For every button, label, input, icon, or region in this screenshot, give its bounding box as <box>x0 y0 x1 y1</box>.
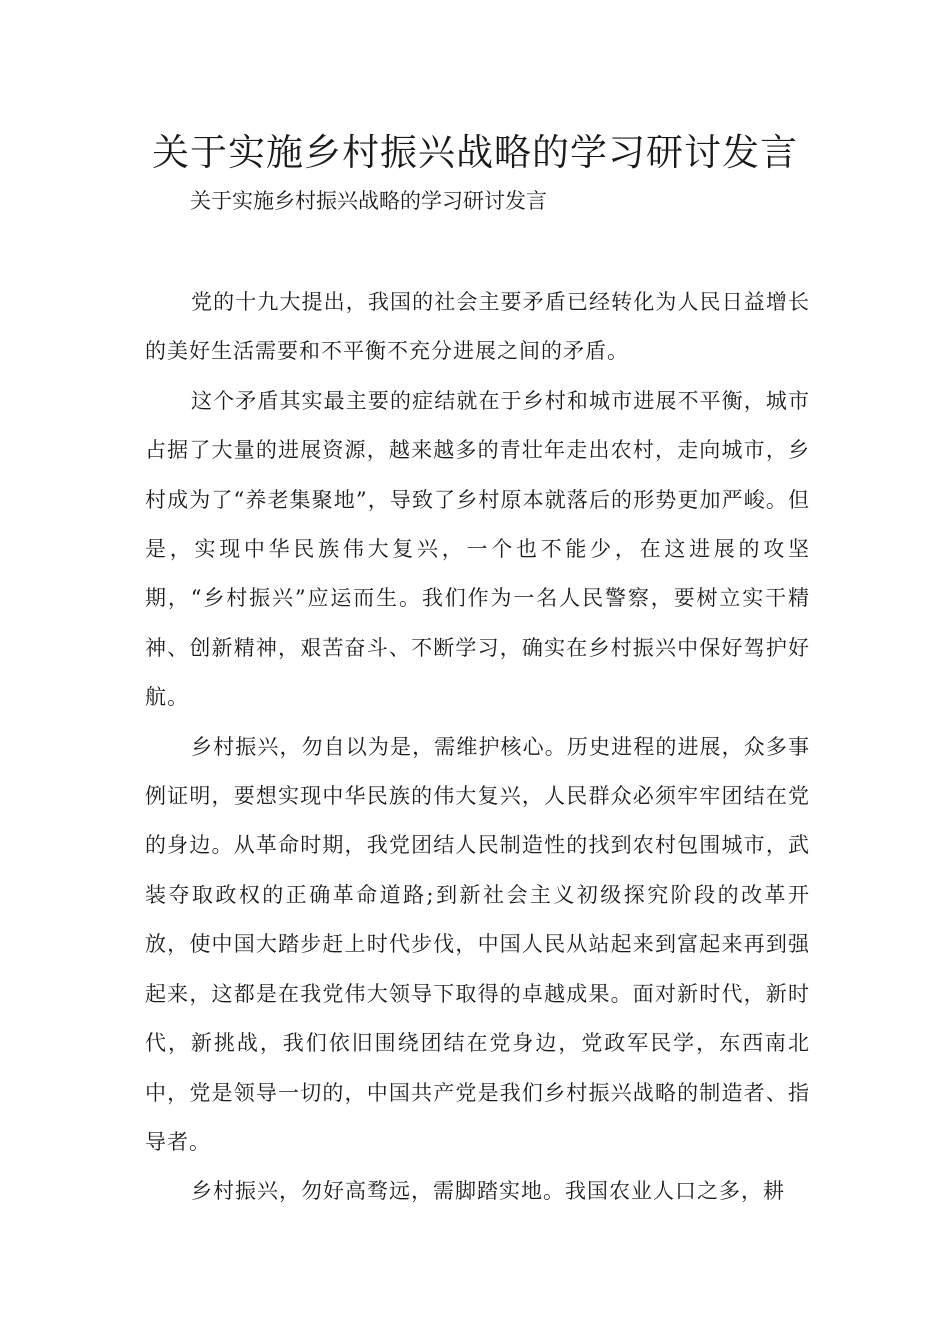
paragraph: 乡村振兴，勿好高骛远，需脚踏实地。我国农业人口之多，耕 <box>191 1179 785 1204</box>
paragraph: 党的十九大提出，我国的社会主要矛盾已经转化为人民日益增长的美好生活需要和不平衡不充分进展之间的矛盾。 <box>145 290 810 364</box>
document-subtitle: 关于实施乡村振兴战略的学习研讨发言 <box>190 189 547 213</box>
document-body <box>145 278 810 1217</box>
paragraph: 乡村振兴，勿自以为是，需维护核心。历史进程的进展，众多事例证明，要想实现中华民族的伟大复兴，人民群众必须牢牢团结在党的身边。从革命时期，我党团结人民制造性的找到农村包围城市，武装夺取政权的正确革命道路;到新社会主义初级探究阶段的改革开放，使中国大踏步赶上时代步伐，中国人民从站起来到富起来再到强起来，这都是在我党伟大领导下取得的卓越成果。面对新时代，新时代，新挑战，我们依旧围绕团结在党身边，党政军民学，东西南北中，党是领导一切的，中国共产党是我们乡村振兴战略的制造者、指导者。 <box>145 734 810 1154</box>
document-title: 关于实施乡村振兴战略的学习研讨发言 <box>152 131 798 174</box>
paragraph: 这个矛盾其实最主要的症结就在于乡村和城市进展不平衡，城市占据了大量的进展资源，越来越多的青壮年走出农村，走向城市，乡村成为了“养老集聚地”，导致了乡村原本就落后的形势更加严峻。但是，实现中华民族伟大复兴，一个也不能少，在这进展的攻坚期，“乡村振兴”应运而生。我们作为一名人民警察，要树立实干精神、创新精神，艰苦奋斗、不断学习，确实在乡村振兴中保好驾护好航。 <box>145 388 810 710</box>
